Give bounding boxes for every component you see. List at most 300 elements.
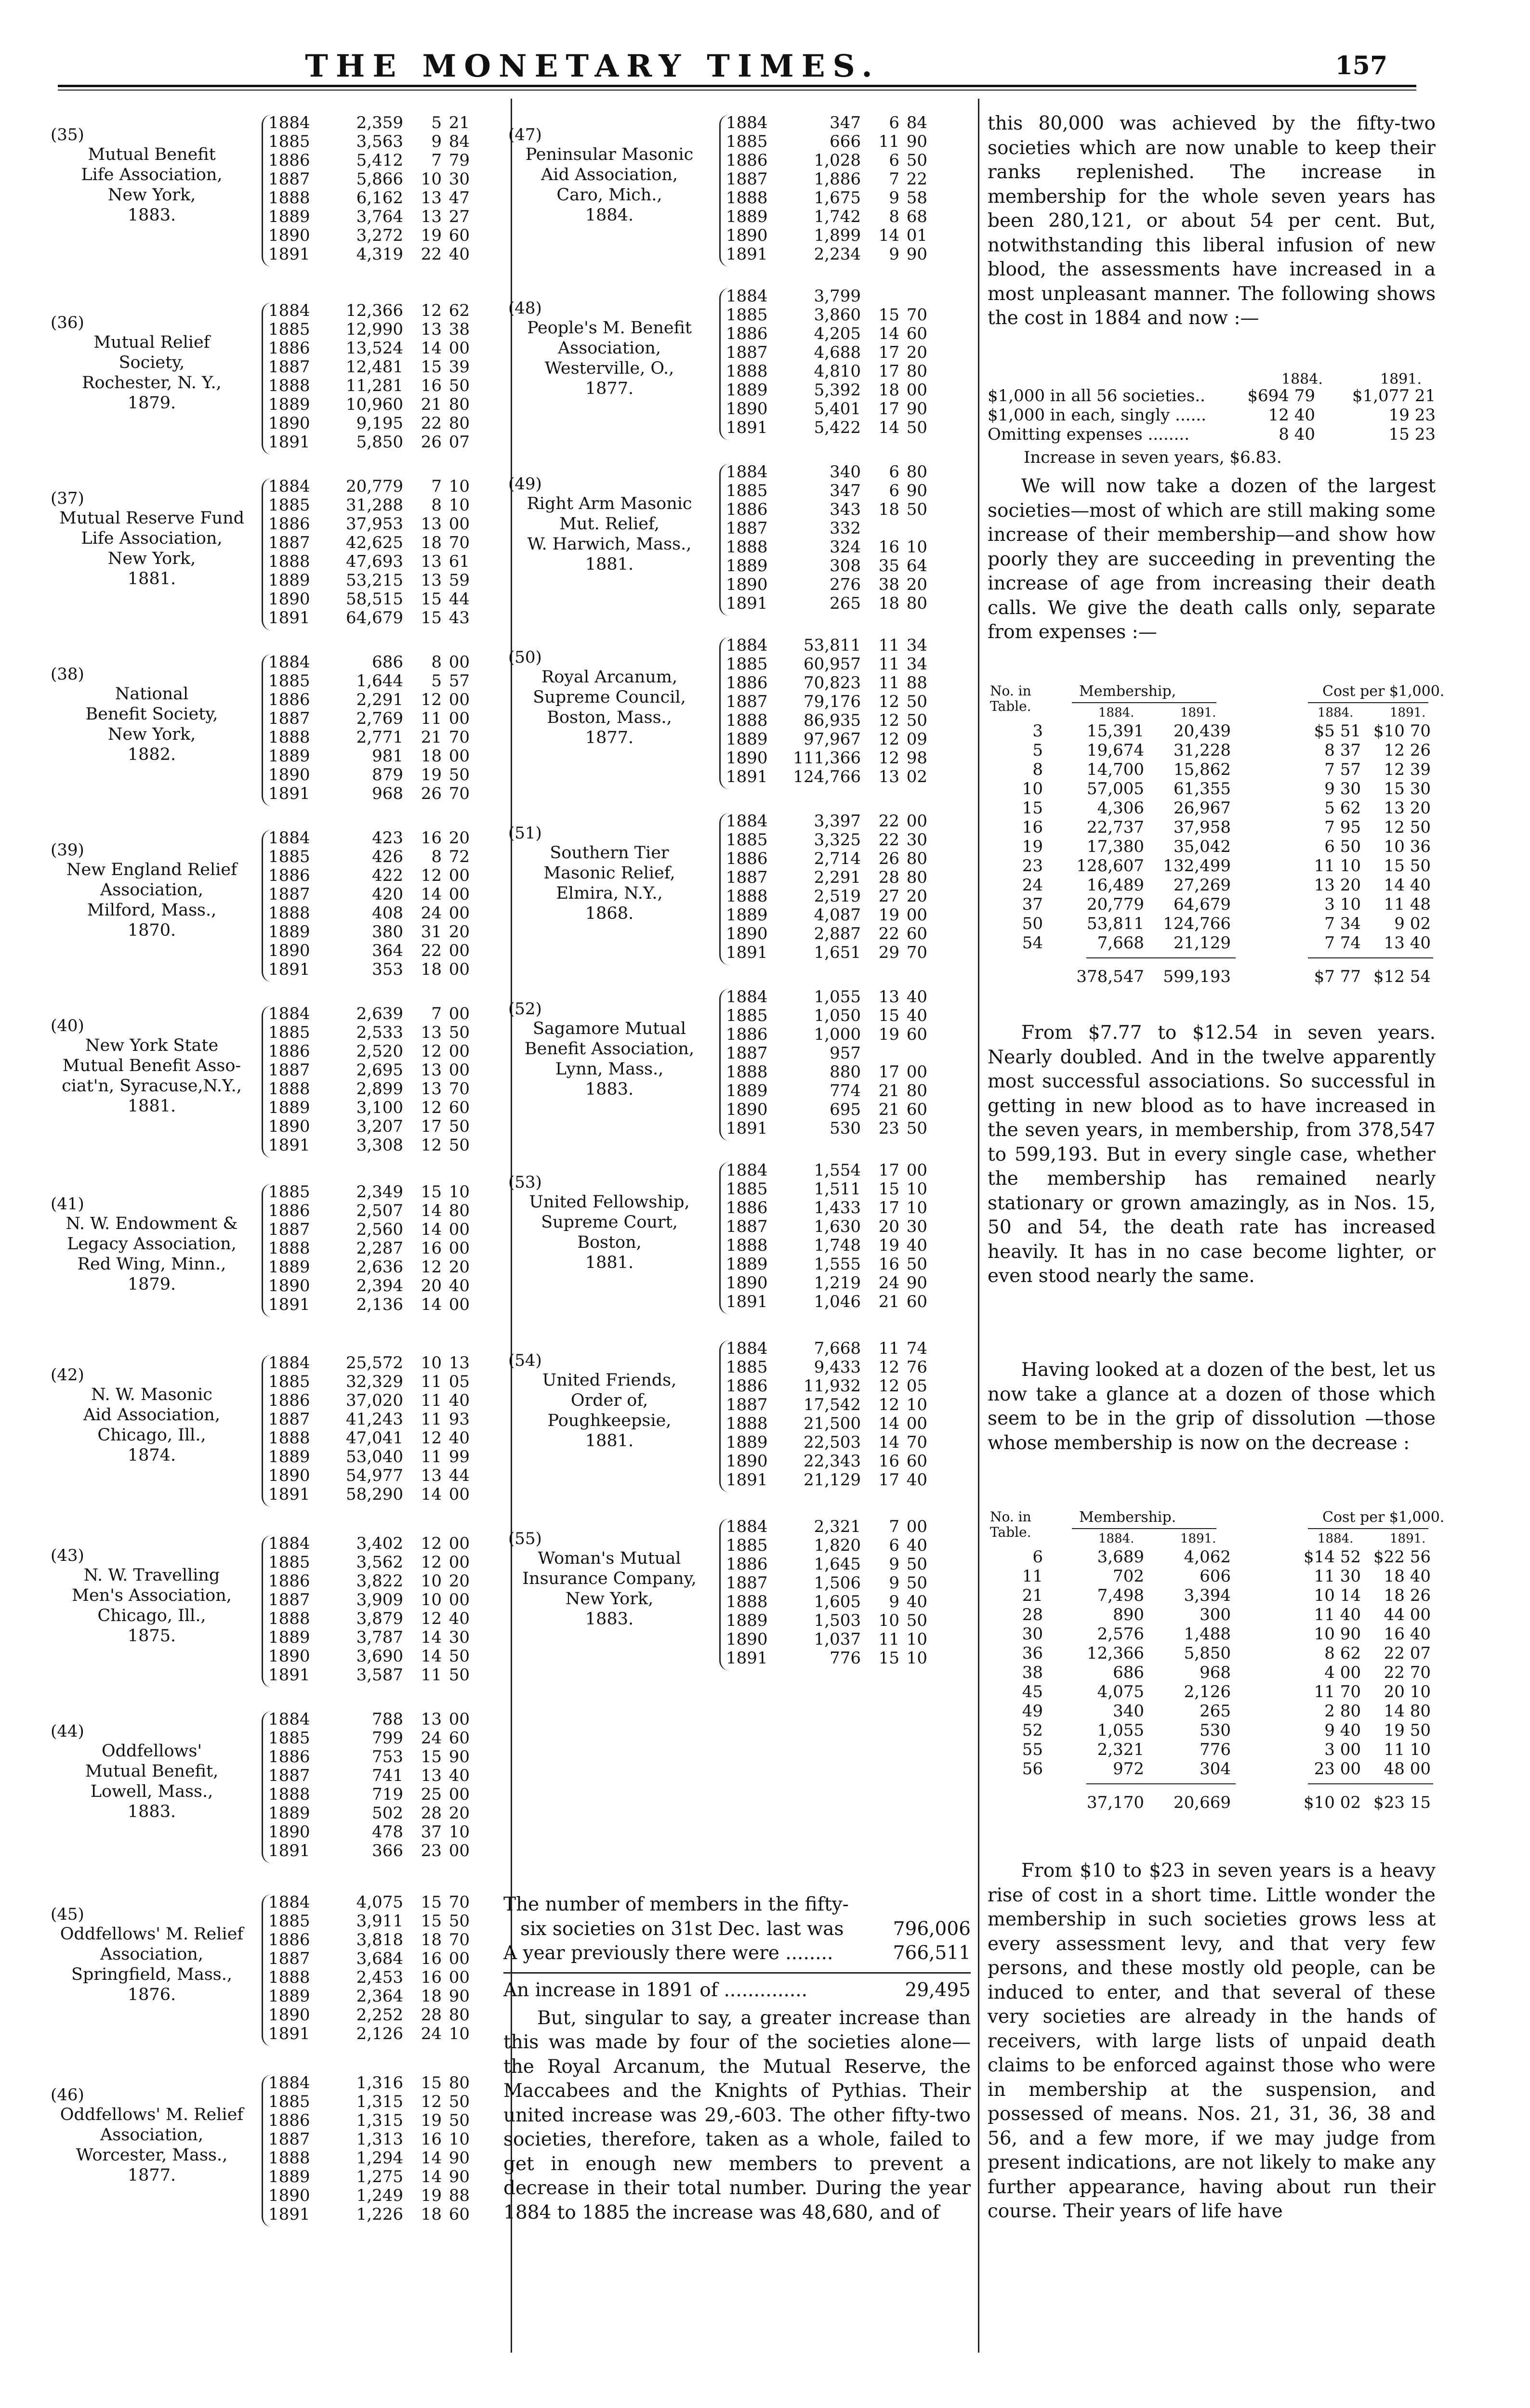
society-name-line: Benefit Society, [85,705,218,724]
society-number: (54) [508,1351,542,1370]
society-name-line: ciat'n, Syracuse,N.Y., [62,1076,242,1096]
cost-dollars-cell: 12 [421,1428,442,1448]
data-rows [726,287,933,437]
cost-cents-cell: 90 [448,2148,470,2168]
cost-cents-cell: 60 [906,1100,927,1119]
year-cell: 1887 [726,343,768,362]
data-row [726,749,933,768]
cost-cents-cell: 70 [448,1930,470,1950]
cost-1891-cell: 15 30 [1384,779,1431,798]
data-row [726,519,933,538]
cost-dollars-cell: 31 [421,922,442,942]
membership-brace-rule [1072,702,1216,703]
cost-cents-cell: 88 [906,673,927,693]
cost-cents-cell: 50 [448,1117,470,1136]
cost-cents-cell: 50 [906,500,927,519]
data-row [726,1593,933,1611]
year-cell: 1888 [268,1785,310,1804]
data-row [268,515,475,534]
year-cell: 1884 [268,301,310,320]
header-mem-1891: 1891. [1180,1531,1216,1546]
society-number: (37) [51,489,84,508]
cost-cents-cell: 10 [906,1179,927,1199]
data-row [268,1373,475,1391]
header-membership: Membership, [1079,683,1176,700]
cost-dollars-cell: 35 [878,556,899,576]
society-name-line: Woman's Mutual [538,1549,681,1568]
cost-cents-cell: 21 [448,113,470,132]
society-name [503,144,715,225]
members-cell: 3,402 [356,1534,403,1553]
year-cell: 1889 [268,2167,310,2186]
data-row [726,850,933,868]
society-name [503,1019,715,1099]
cost-cents-cell: 00 [448,941,470,960]
data-row [726,812,933,831]
members-cell: 1,555 [814,1255,861,1274]
data-row [726,1574,933,1593]
members-cell: 4,075 [356,1893,403,1912]
members-cell: 97,967 [804,730,861,749]
cost-dollars-cell: 19 [878,1025,899,1044]
cost-1884-cell: 10 90 [1314,1624,1361,1644]
data-row [268,245,475,264]
year-cell: 1885 [726,132,768,151]
data-row [268,170,475,189]
cost-dollars-cell: 10 [878,1611,899,1630]
data-row [726,1649,933,1668]
cost-dollars-cell: 13 [421,1079,442,1099]
no-cell: 23 [1022,856,1043,876]
year-cell: 1890 [726,748,768,768]
members-cell: 2,394 [356,1276,403,1296]
society-number: (50) [508,648,542,667]
society-name-line: Aid Association, [83,1405,220,1425]
society-name-line: Supreme Council, [533,688,686,707]
mem-1891-cell: 265 [1200,1701,1231,1721]
running-title: THE MONETARY TIMES. [305,48,880,84]
year-cell: 1885 [268,847,310,866]
members-cell: 1,605 [814,1592,861,1611]
society-name-line: Rochester, N. Y., [82,373,222,393]
year-cell: 1887 [268,1590,310,1610]
data-row [726,1414,933,1433]
data-row [268,848,475,866]
members-cell: 347 [830,113,861,132]
members-cell: 3,764 [356,207,403,226]
members-cell: 380 [372,922,403,942]
total-cell: 378,547 [1076,967,1144,986]
membership-summary [503,1893,971,2225]
cost-cents-cell: 50 [906,1555,927,1574]
year-cell: 1891 [268,1295,310,1314]
cost-cents-cell: 10 [448,477,470,496]
cost-cents-cell: 50 [448,765,470,785]
data-row [268,377,475,395]
cost-dollars-cell: 17 [878,1470,899,1490]
cost-cents-cell: 22 [906,170,927,189]
data-row [268,923,475,942]
data-row [268,1666,475,1685]
cost-cents-cell: 60 [448,226,470,245]
members-cell: 2,234 [814,245,861,264]
members-cell: 666 [830,132,861,151]
members-cell: 2,714 [814,849,861,868]
society-name-line: Benefit Association, [524,1039,695,1059]
mem-1891-cell: 31,228 [1174,741,1231,760]
year-cell: 1888 [726,711,768,730]
members-cell: 265 [830,594,861,613]
cost-cents-cell: 05 [906,1376,927,1396]
cost-cents-cell: 50 [448,2092,470,2111]
members-cell: 3,397 [814,811,861,831]
cost-1891-cell: $22 56 [1373,1547,1431,1567]
cost-cents-cell: 10 [906,1198,927,1217]
mem-1884-cell: 2,321 [1097,1740,1144,1759]
cost-dollars-cell: 22 [421,941,442,960]
members-cell: 1,315 [356,2092,403,2111]
data-row [268,2168,475,2186]
society-name-line: Life Association, [81,165,223,184]
year-cell: 1890 [268,2005,310,2025]
members-cell: 2,771 [356,728,403,747]
year-cell: 1885 [726,305,768,325]
cost-dollars-cell: 14 [878,226,899,245]
cost-dollars-cell: 14 [421,1628,442,1647]
members-cell: 2,520 [356,1042,403,1061]
members-cell: 1,046 [814,1292,861,1311]
society-block [503,809,976,968]
data-row [268,1534,475,1553]
cost-cents-cell: 00 [906,1062,927,1082]
year-cell: 1891 [726,943,768,962]
data-row [268,1391,475,1410]
right-p1-text: this 80,000 was achieved by the fifty-two societies which are now unable to keep their ranks replenished. The increase in membership for the whole seven years has been 280,121, or about 54 per cent. But, notwithstanding this liberal infusion of new blood, the assessments have increased in a most unpleasant manner. The following shows the cost in 1884 and now :— [988,113,1436,329]
cost-1891-cell: $10 70 [1373,721,1431,741]
year-cell: 1890 [726,1100,768,1119]
society-name-line: 1881. [585,1253,634,1272]
members-cell: 5,412 [356,151,403,170]
year-cell: 1884 [726,636,768,655]
mem-1891-cell: 4,062 [1184,1547,1231,1567]
members-cell: 1,275 [356,2167,403,2186]
members-cell: 2,507 [356,1201,403,1220]
year-cell: 1888 [268,903,310,923]
no-cell: 21 [1022,1586,1043,1605]
year-cell: 1891 [268,2205,310,2224]
total-cell: 37,170 [1087,1793,1144,1812]
cost-dollars-cell: 12 [878,1376,899,1396]
cost-dollars-cell: 26 [421,432,442,452]
society-name [503,1548,715,1629]
cost-cents-cell: 70 [906,943,927,962]
members-cell: 4,688 [814,343,861,362]
society-name-line: Sagamore Mutual [533,1019,686,1038]
no-cell: 45 [1022,1682,1043,1701]
cost-cents-cell: 90 [448,1987,470,2006]
cost-dollars-cell: 8 [431,496,442,515]
members-cell: 1,028 [814,151,861,170]
cost-cents-cell: 40 [448,1766,470,1785]
data-rows [726,114,933,264]
members-cell: 5,392 [814,380,861,400]
society-name [46,1924,258,2005]
data-row [268,1136,475,1155]
cost-cents-cell: 00 [906,1414,927,1433]
cost-dollars-cell: 23 [878,1119,899,1138]
data-row [726,906,933,925]
cost-cents-cell: 00 [448,653,470,672]
cost-row-label: $1,000 in all 56 societies.. [988,386,1205,406]
year-cell: 1884 [268,113,310,132]
data-row [726,674,933,693]
no-cell: 49 [1022,1701,1043,1721]
cost-dollars-cell: 15 [421,357,442,377]
cost-dollars-cell: 9 [889,1555,899,1574]
society-number: (55) [508,1529,542,1548]
cost-cents-cell: 80 [906,849,927,868]
cost-cents-cell: 00 [448,514,470,534]
members-cell: 957 [830,1044,861,1063]
cost-dollars-cell: 15 [421,608,442,628]
cost-cents-cell: 38 [448,320,470,339]
cost-cents-cell: 72 [448,847,470,866]
cost-cents-cell: 70 [906,1433,927,1452]
data-row [726,500,933,519]
society-block [46,1351,518,1510]
society-block [46,1531,518,1690]
cost-increase: Increase in seven years, $6.83. [1024,448,1282,467]
year-cell: 1890 [268,2186,310,2205]
cost-cents-cell: 00 [448,339,470,358]
cost-1884-cell: 13 20 [1314,876,1361,895]
sum-rule [503,1972,971,1974]
cost-cents-cell: 10 [906,1395,927,1414]
cost-cents-cell: 40 [448,1276,470,1296]
no-cell: 52 [1022,1721,1043,1740]
society-block [503,1515,976,1674]
year-cell: 1887 [268,357,310,377]
year-cell: 1884 [268,477,310,496]
data-row [268,885,475,904]
society-name [46,1214,258,1295]
cost-cents-cell: 50 [448,1647,470,1666]
year-cell: 1891 [268,960,310,979]
members-cell: 530 [830,1119,861,1138]
society-name [46,332,258,413]
society-name-line: 1881. [585,555,634,574]
cost-1884-cell: 23 00 [1314,1759,1361,1779]
year-cell: 1885 [268,132,310,151]
members-cell: 5,866 [356,170,403,189]
cost-dollars-cell: 13 [421,1060,442,1080]
mem-1884-cell: 7,668 [1097,933,1144,953]
year-cell: 1891 [726,1119,768,1138]
society-name-line: Oddfellows' [101,1741,202,1761]
society-name-line: Mutual Reserve Fund [59,509,245,528]
cost-brace-rule [1308,1528,1428,1529]
data-row [726,1217,933,1236]
year-cell: 1887 [726,692,768,711]
data-row [268,226,475,245]
cost-dollars-cell: 12 [421,1553,442,1572]
society-name-line: 1868. [585,904,634,923]
cost-dollars-cell: 6 [889,113,899,132]
data-row [268,1448,475,1466]
members-cell: 366 [372,1841,403,1860]
cost-cents-cell: 00 [448,1042,470,1061]
cost-cents-cell: 40 [906,987,927,1007]
society-name-line: Boston, [577,1233,642,1252]
data-row [726,1377,933,1396]
society-name-line: 1881. [585,1431,634,1451]
members-cell: 54,977 [346,1466,403,1485]
cost-1884-cell: 9 40 [1324,1721,1361,1740]
cost-cents-cell: 30 [906,830,927,850]
members-cell: 880 [830,1062,861,1082]
cost-dollars-cell: 37 [421,1822,442,1842]
year-cell: 1885 [268,1553,310,1572]
year-cell: 1888 [268,188,310,208]
cost-dollars-cell: 12 [421,1534,442,1553]
members-cell: 1,644 [356,671,403,691]
society-block [46,111,518,270]
cost-dollars-cell: 18 [421,533,442,552]
data-row [268,1950,475,1968]
data-rows [726,1339,933,1490]
cost-cents-cell: 00 [448,1220,470,1239]
cost-dollars-cell: 11 [421,1391,442,1410]
cost-dollars-cell: 7 [431,151,442,170]
data-row [268,433,475,452]
cost-dollars-cell: 28 [421,2005,442,2025]
society-block [503,460,976,619]
year-cell: 1886 [268,339,310,358]
no-cell: 28 [1022,1605,1043,1624]
cost-dollars-cell: 15 [421,2073,442,2093]
year-cell: 1889 [726,1081,768,1100]
cost-dollars-cell: 9 [889,1592,899,1611]
data-row [726,381,933,400]
data-row [268,1099,475,1117]
members-cell: 2,533 [356,1023,403,1042]
society-name-line: Mutual Relief [93,333,210,352]
members-cell: 42,625 [346,533,403,552]
cost-cents-cell: 20 [448,828,470,848]
data-row [268,728,475,747]
cost-dollars-cell: 13 [421,320,442,339]
increase-line [503,1978,971,2002]
left-column [46,106,508,2398]
year-cell: 1887 [268,2130,310,2149]
year-cell: 1891 [726,594,768,613]
cost-dollars-cell: 19 [421,765,442,785]
data-row [268,1804,475,1823]
cost-1884-cell: $14 52 [1304,1547,1361,1567]
mem-1884-cell: 128,607 [1076,856,1144,876]
data-rows [726,812,933,962]
cost-dollars-cell: 16 [878,1452,899,1471]
society-number: (45) [51,1905,84,1924]
year-cell: 1891 [726,1292,768,1311]
cost-dollars-cell: 15 [421,1911,442,1931]
year-cell: 1884 [726,987,768,1007]
cost-dollars-cell: 20 [421,1276,442,1296]
cost-dollars-cell: 14 [421,339,442,358]
society-name [46,1385,258,1466]
header-table: Table. [990,1524,1031,1540]
data-row [268,1748,475,1767]
data-row [268,189,475,208]
header-mem-1891: 1891. [1180,706,1216,720]
cost-dollars-cell: 11 [421,1665,442,1685]
cost-cents-cell: 74 [906,1339,927,1358]
data-row [726,1339,933,1358]
year-cell: 1891 [268,1136,310,1155]
cost-dollars-cell: 11 [878,1339,899,1358]
data-row [268,1277,475,1296]
data-row [726,1100,933,1119]
cost-cents-cell: 40 [906,1592,927,1611]
cost-dollars-cell: 24 [878,1273,899,1293]
cost-1884-cell: 9 30 [1324,779,1361,798]
cost-cents-cell: 09 [906,730,927,749]
members-cell: 32,329 [346,1372,403,1391]
cost-cents-cell: 13 [448,1353,470,1373]
society-name-line: New York, [107,725,196,744]
cost-dollars-cell: 21 [421,395,442,414]
year-cell: 1890 [726,1273,768,1293]
members-cell: 686 [372,653,403,672]
right-paragraph-1 [988,112,1436,331]
cost-cents-cell: 10 [448,2024,470,2043]
year-cell: 1886 [726,1198,768,1217]
cost-cents-cell: 00 [448,1841,470,1860]
cost-dollars-cell: 20 [878,1217,899,1236]
data-row [268,1628,475,1647]
members-cell: 37,020 [346,1391,403,1410]
data-rows [268,301,475,452]
year-cell: 1886 [268,1930,310,1950]
mem-1884-cell: 17,380 [1087,837,1144,856]
cost-dollars-cell: 12 [421,301,442,320]
cost-cents-cell: 40 [906,1236,927,1255]
data-row [268,866,475,885]
society-name-line: N. W. Endowment & [66,1214,238,1233]
members-line-3-label: A year previously there were ........ [503,1942,833,1964]
cost-cents-cell: 00 [906,1517,927,1536]
data-row [268,2006,475,2025]
cost-1891-cell: 13 40 [1384,933,1431,953]
data-row [726,831,933,850]
year-cell: 1886 [726,500,768,519]
no-cell: 15 [1022,798,1043,818]
year-cell: 1891 [726,245,768,264]
mem-1891-cell: 61,355 [1174,779,1231,798]
members-cell: 4,205 [814,324,861,343]
data-row [268,1429,475,1448]
year-cell: 1886 [726,151,768,170]
cost-dollars-cell: 10 [421,1571,442,1591]
cost-dollars-cell: 18 [878,380,899,400]
data-row [726,325,933,343]
data-row [726,1255,933,1274]
page-number: 157 [1335,51,1387,80]
year-cell: 1887 [726,170,768,189]
cost-cents-cell: 80 [906,868,927,887]
society-name-line: Chicago, Ill., [97,1426,206,1445]
cost-dollars-cell: 19 [421,2111,442,2130]
